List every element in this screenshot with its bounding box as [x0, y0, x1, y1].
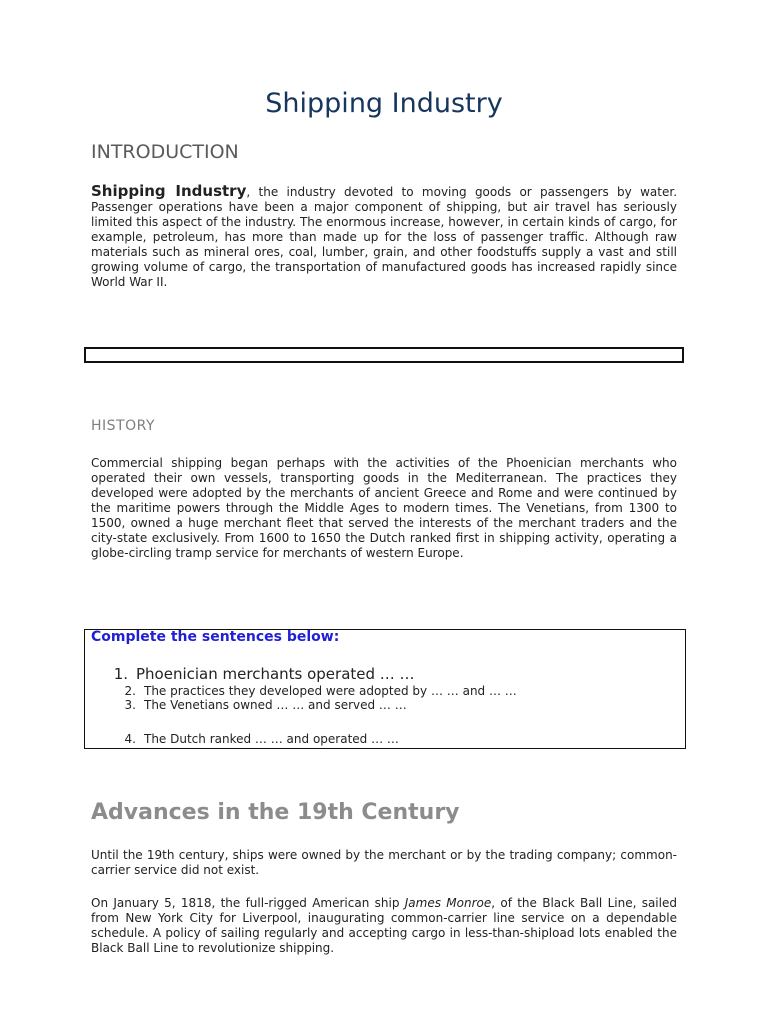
introduction-paragraph: [91, 184, 677, 290]
history-paragraph: Commercial shipping began perhaps with the activities of the Phoenician merchants who operated their own vessels, transporting goods in the Mediterranean. The practices they developed were adopted by the merchants of ancient Greece and Rome and were continued by the maritime powers through the Middle Ages to modern times. The Venetians, from 1300 to 1500, owned a huge merchant fleet that served the interests of the merchant traders and the city-state exclusively. From 1600 to 1650 the Dutch ranked first in shipping activity, operating a globe-circling tramp service for merchants of western Europe.: [91, 456, 677, 560]
exercise-item-text: The Venetians owned … … and served … …: [144, 698, 407, 712]
exercise-title: Complete the sentences below:: [91, 629, 340, 645]
exercise-item-text: The practices they developed were adopted by … … and … …: [144, 684, 517, 698]
introduction-lead-term: Shipping Industry: [91, 182, 247, 200]
exercise-item-number: 2.: [124, 684, 136, 698]
exercise-item-number: 4.: [124, 732, 136, 746]
introduction-heading: INTRODUCTION: [91, 141, 239, 163]
advances-paragraph-2: [91, 896, 677, 956]
exercise-item: [110, 732, 399, 746]
empty-text-box: [84, 347, 684, 363]
document-title: Shipping Industry: [265, 88, 503, 119]
history-heading: HISTORY: [91, 418, 155, 434]
exercise-item: [110, 698, 407, 712]
advances-paragraph-2-end: , of the Black Ball Line, sailed from New York City for Liverpool, inaugurating common-carrier line service on a dependable schedule. A policy of sailing regularly and accepting cargo in less-than-shipload lots enabled the Black Ball Line to revolutionize shipping.: [91, 896, 677, 955]
exercise-item: [110, 665, 415, 683]
ship-name: James Monroe: [404, 896, 492, 910]
exercise-item-number: 3.: [124, 698, 136, 712]
exercise-item: [110, 684, 517, 698]
advances-paragraph-2-start: On January 5, 1818, the full-rigged American ship: [91, 896, 405, 910]
exercise-item-text: Phoenician merchants operated … …: [136, 665, 415, 683]
exercise-item-number: 1.: [113, 665, 128, 683]
advances-paragraph-1: Until the 19th century, ships were owned by the merchant or by the trading company; common-carrier service did not exist.: [91, 848, 677, 877]
advances-heading: Advances in the 19th Century: [91, 800, 460, 825]
exercise-item-text: The Dutch ranked … … and operated … …: [144, 732, 399, 746]
introduction-body: , the industry devoted to moving goods or passengers by water. Passenger operations have been a major component of shipping, but air travel has seriously limited this aspect of the industry. The enormous increase, however, in certain kinds of cargo, for example, petroleum, has more than made up for the loss of passenger traffic. Although raw materials such as mineral ores, coal, lumber, grain, and other foodstuffs supply a vast and still growing volume of cargo, the transportation of manufactured goods has increased rapidly since World War II.: [91, 185, 678, 289]
